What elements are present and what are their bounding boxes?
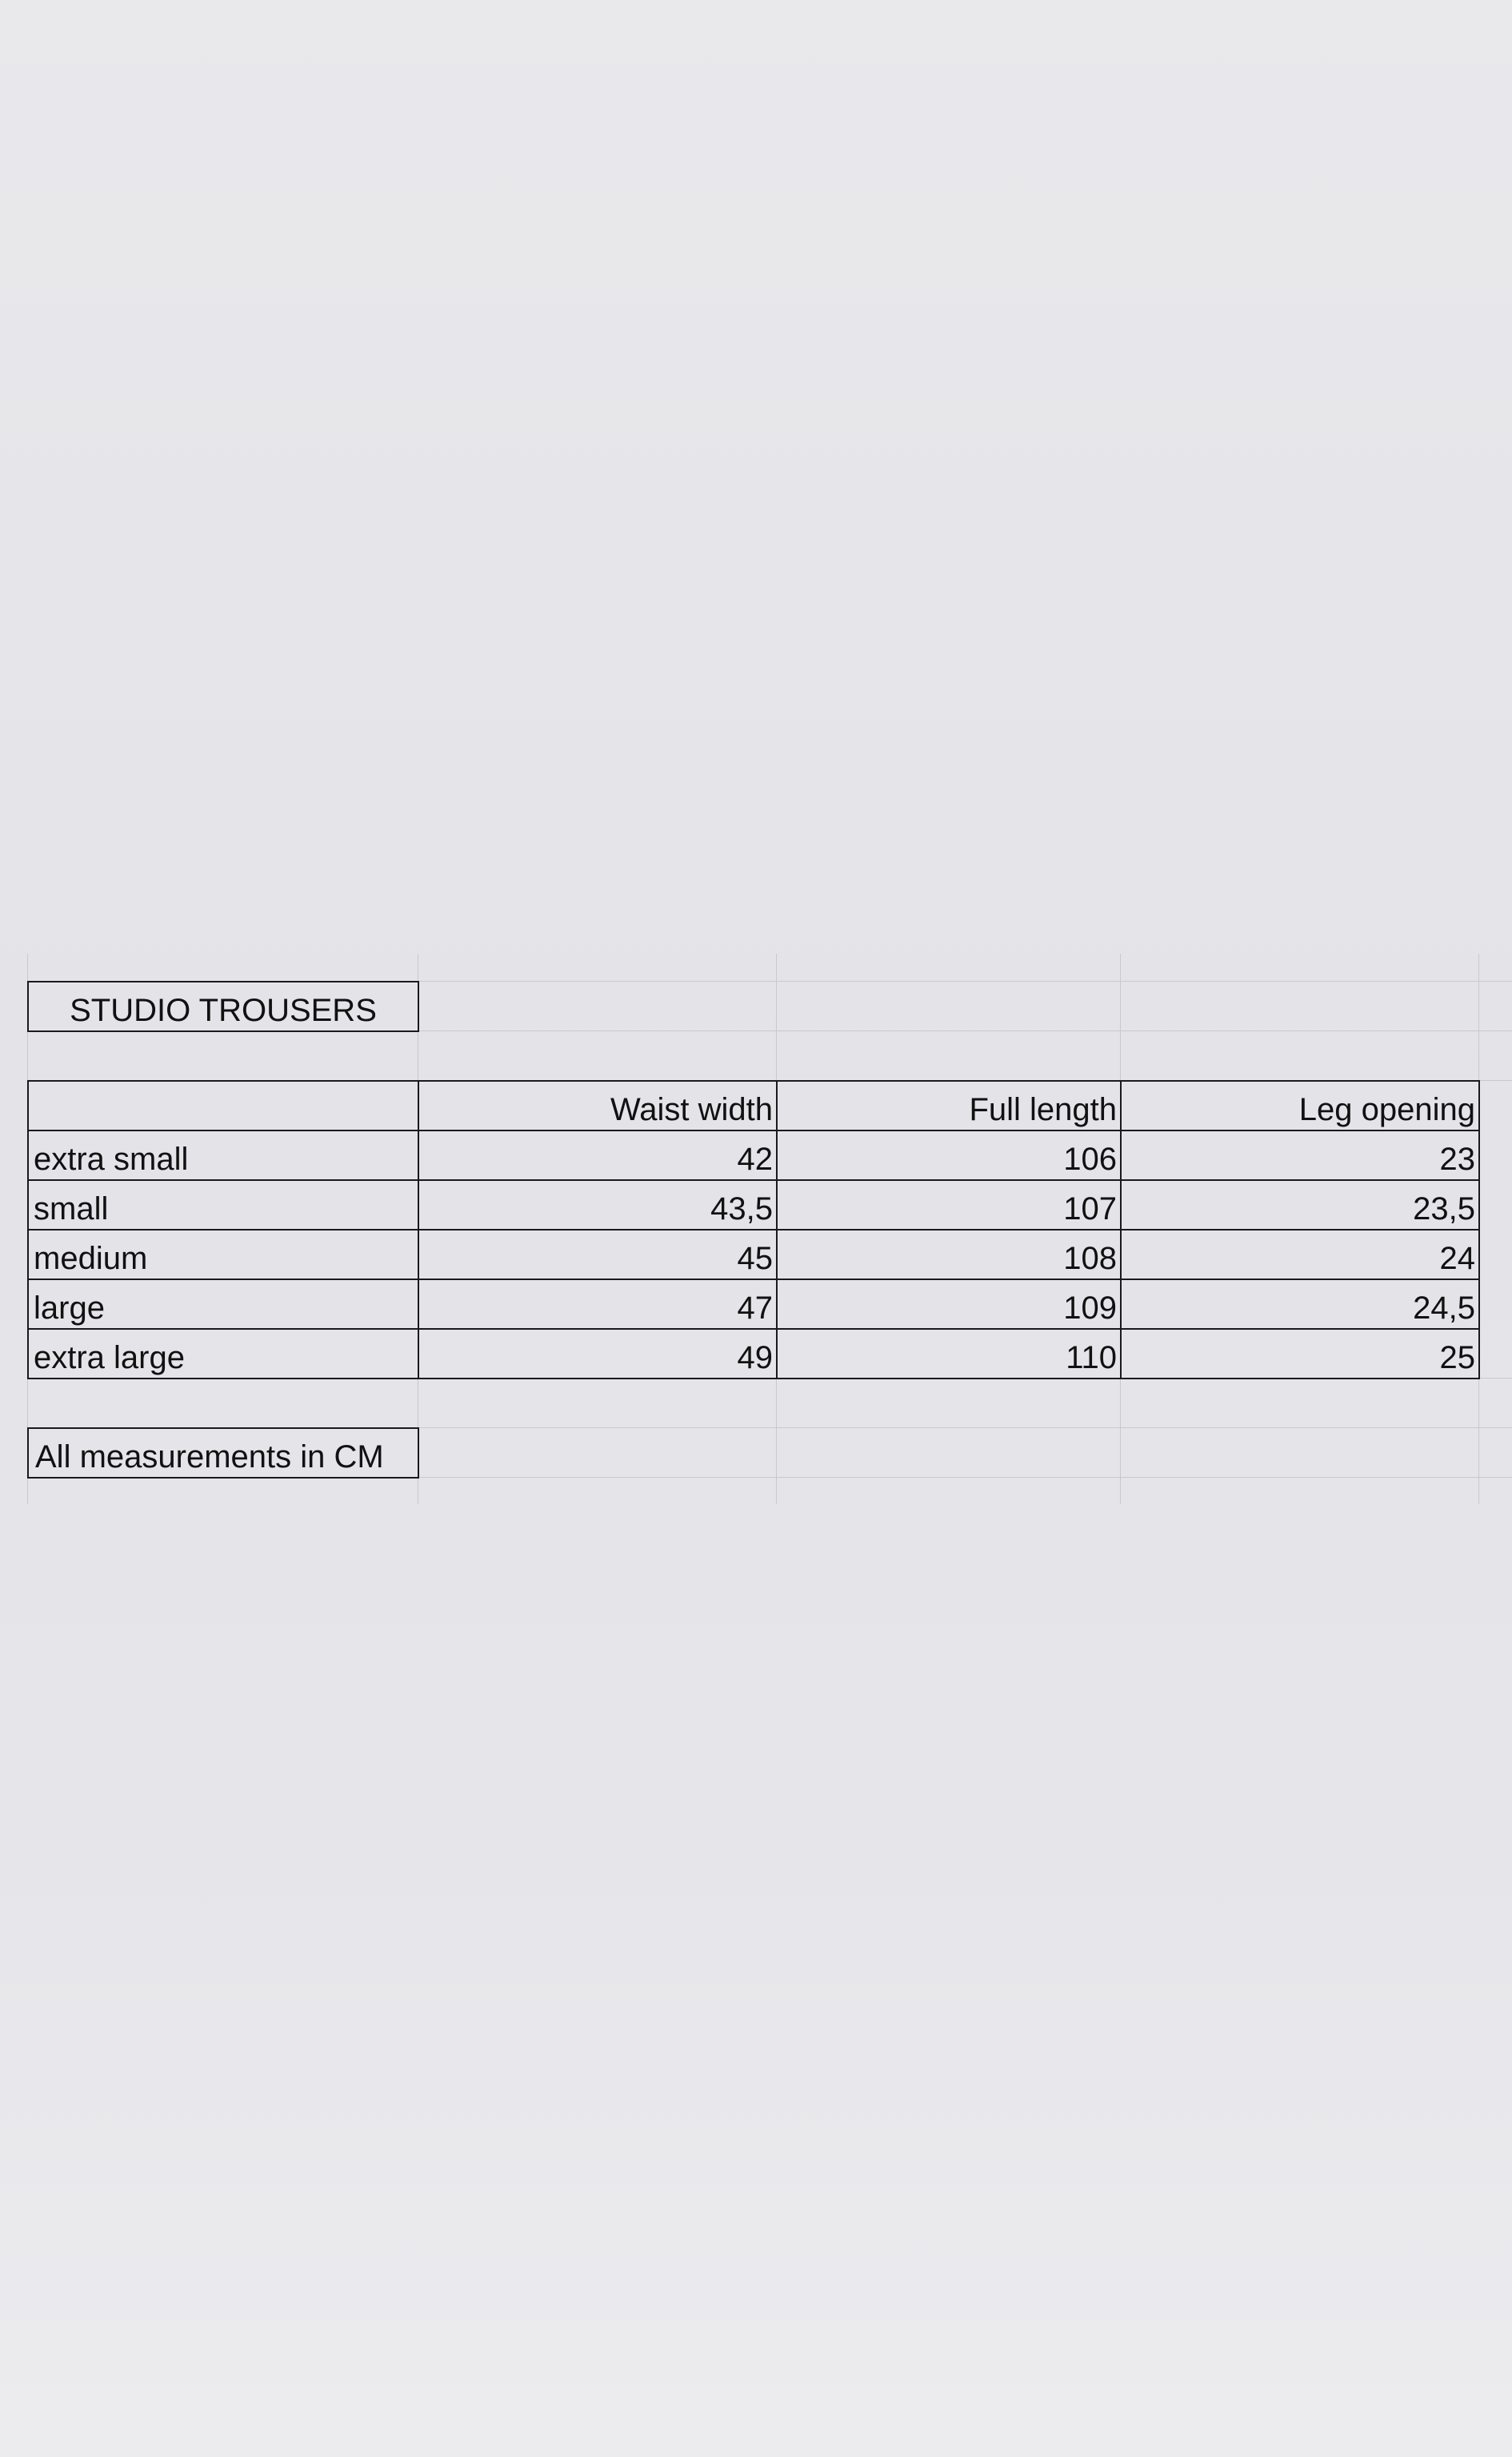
waist-cell[interactable]: 47 <box>737 1291 773 1326</box>
waist-cell[interactable]: 45 <box>737 1241 773 1276</box>
size-cell[interactable]: extra large <box>34 1340 185 1375</box>
length-cell[interactable]: 106 <box>1063 1142 1117 1177</box>
length-cell[interactable]: 108 <box>1063 1241 1117 1276</box>
spreadsheet-grid <box>27 954 1512 1504</box>
size-cell[interactable]: small <box>34 1191 109 1226</box>
waist-cell[interactable]: 49 <box>737 1340 773 1375</box>
size-cell[interactable]: extra small <box>34 1142 189 1177</box>
header-cell-leg-opening[interactable]: Leg opening <box>1298 1092 1475 1127</box>
leg-cell[interactable]: 24 <box>1439 1241 1475 1276</box>
size-cell[interactable]: medium <box>34 1241 148 1276</box>
header-cell-size[interactable] <box>27 1080 419 1130</box>
leg-cell[interactable]: 23 <box>1439 1142 1475 1177</box>
header-cell-full-length[interactable]: Full length <box>969 1092 1117 1127</box>
leg-cell[interactable]: 24,5 <box>1413 1291 1475 1326</box>
measurement-note[interactable]: All measurements in CM <box>27 1427 419 1479</box>
header-cell-waist-width[interactable]: Waist width <box>610 1092 773 1127</box>
length-cell[interactable]: 107 <box>1063 1191 1117 1226</box>
size-cell[interactable]: large <box>34 1291 105 1326</box>
sheet-title[interactable]: STUDIO TROUSERS <box>27 981 419 1032</box>
waist-cell[interactable]: 43,5 <box>710 1191 773 1226</box>
length-cell[interactable]: 110 <box>1066 1340 1117 1375</box>
leg-cell[interactable]: 23,5 <box>1413 1191 1475 1226</box>
length-cell[interactable]: 109 <box>1063 1291 1117 1326</box>
waist-cell[interactable]: 42 <box>737 1142 773 1177</box>
leg-cell[interactable]: 25 <box>1439 1340 1475 1375</box>
